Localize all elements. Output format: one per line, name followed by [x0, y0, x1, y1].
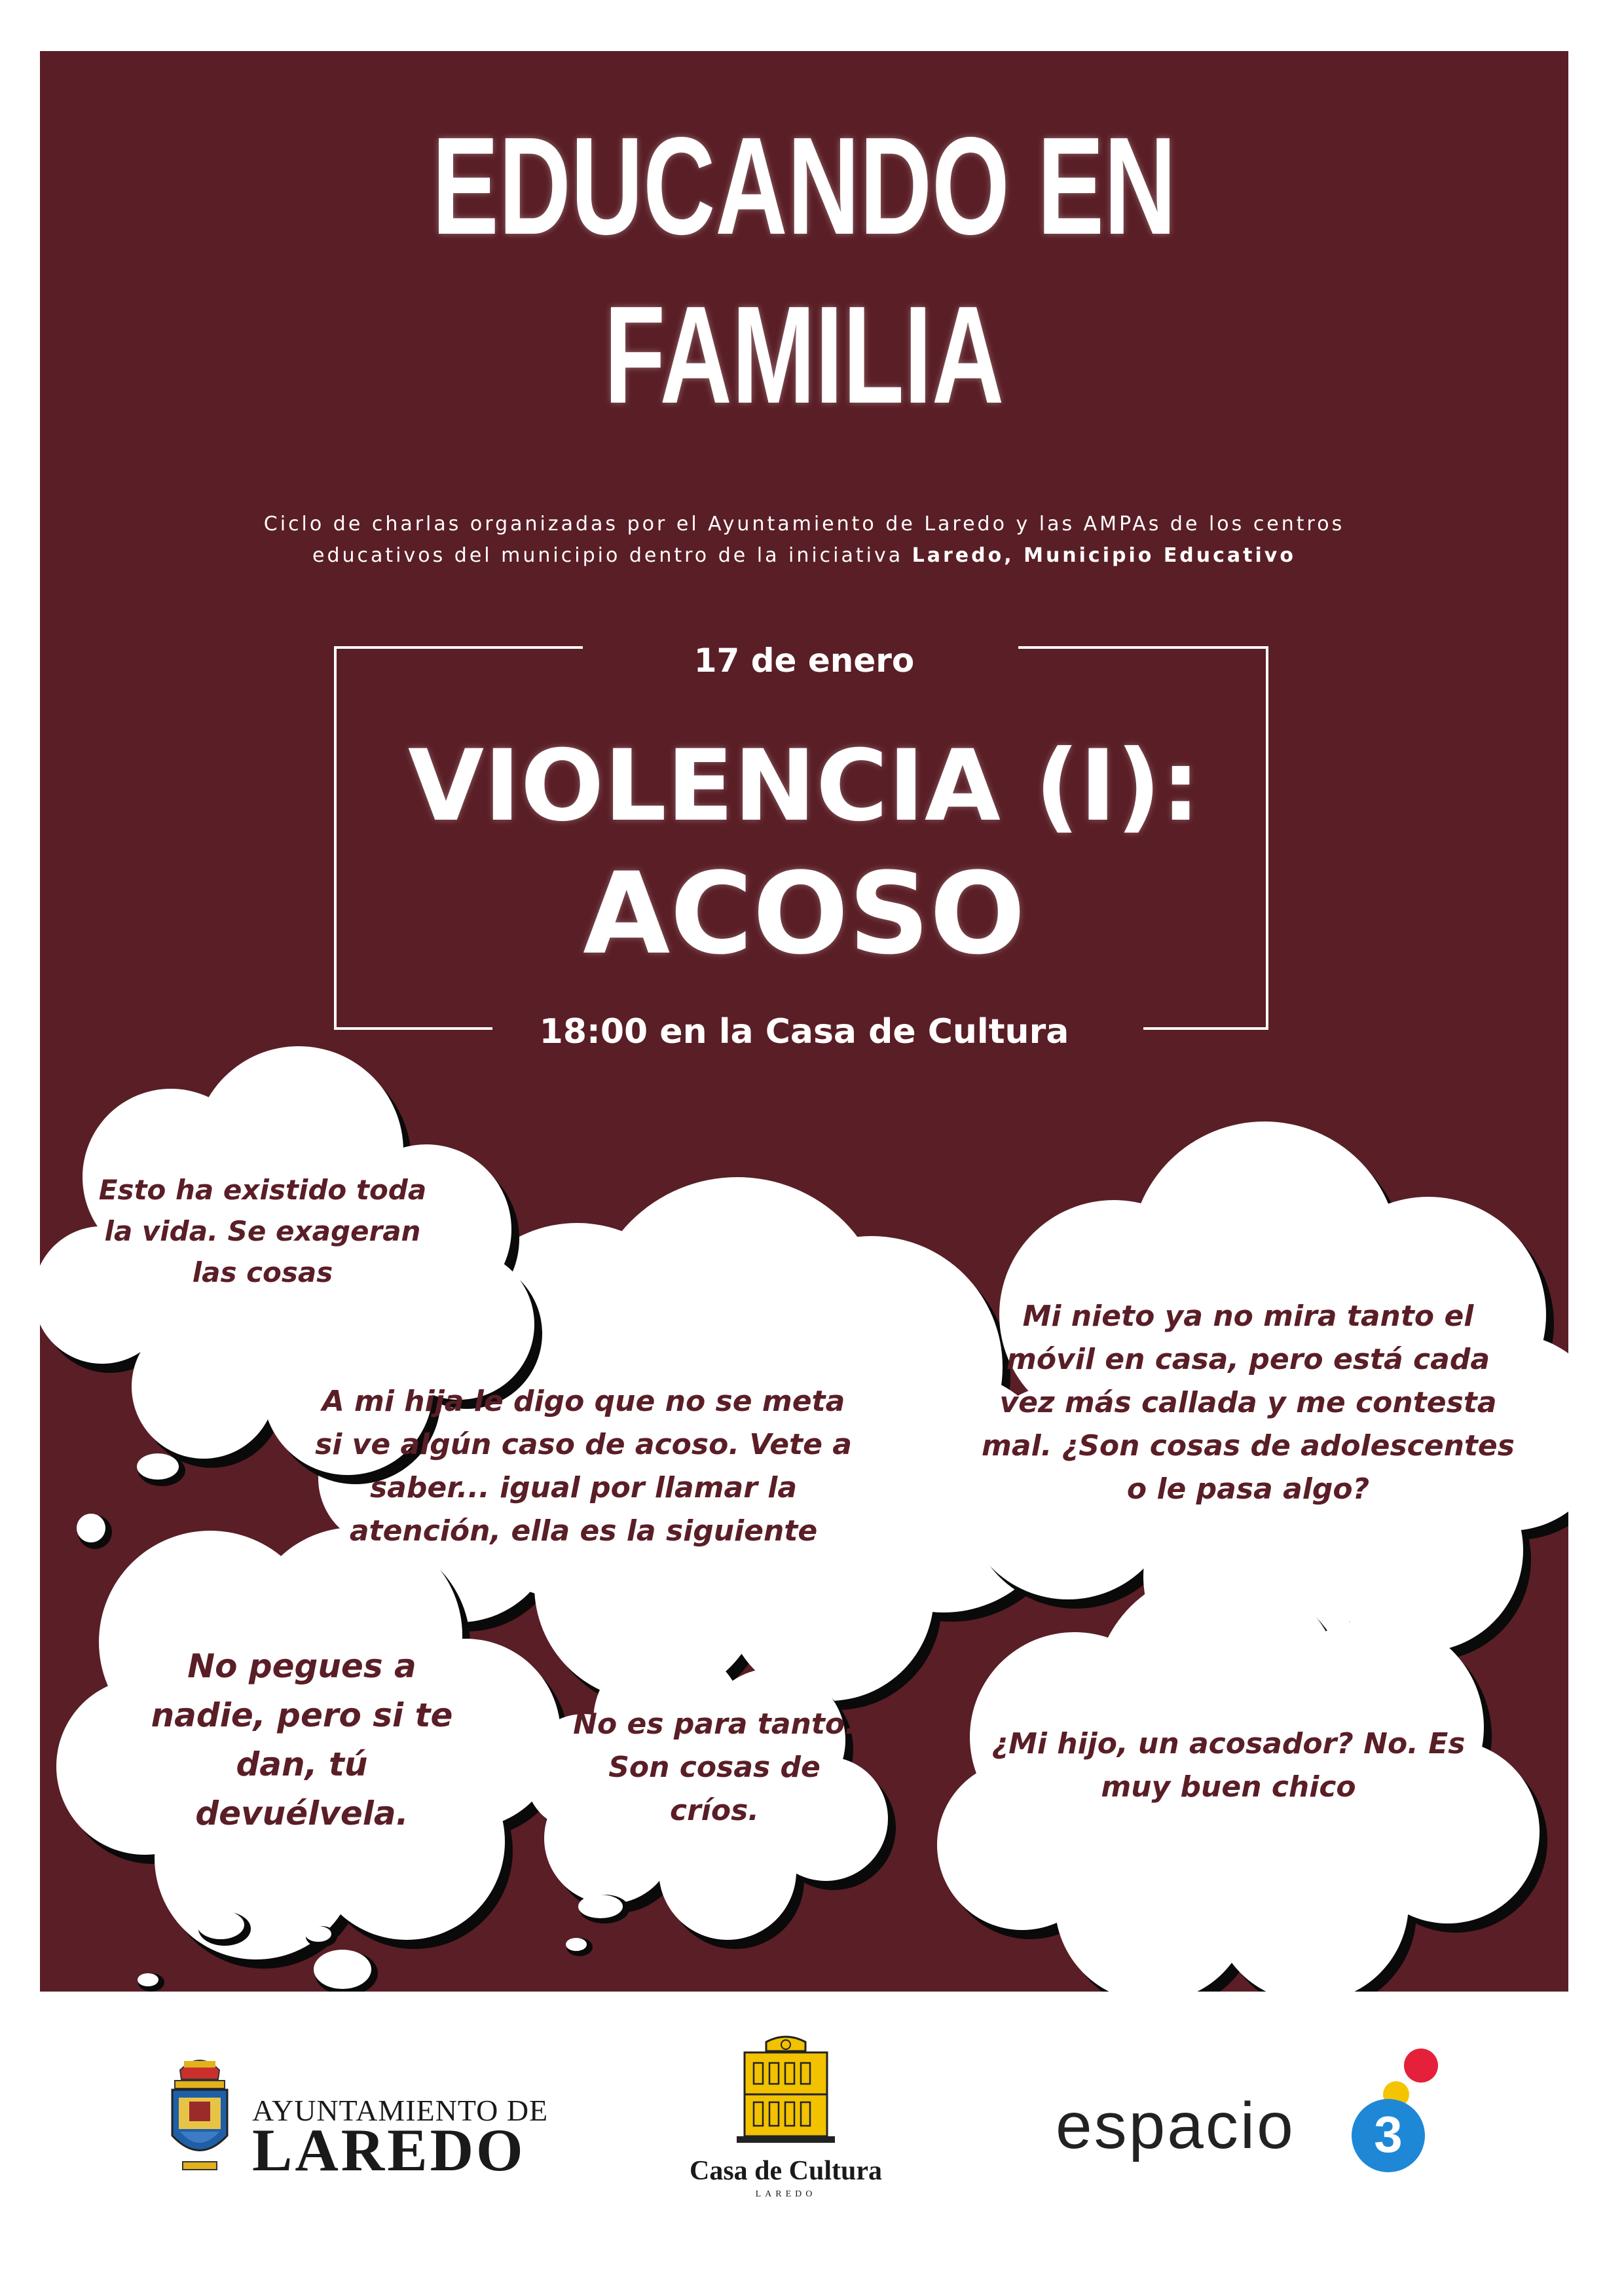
footer-logos — [0, 1992, 1624, 2296]
talk-title-line-1: VIOLENCIA (I): — [407, 729, 1201, 843]
casa-de-cultura-sublabel: LAREDO — [755, 2189, 817, 2199]
poster-panel — [40, 51, 1568, 1992]
event-time-place: 18:00 en la Casa de Cultura — [539, 1012, 1069, 1051]
ayuntamiento-line-2: LAREDO — [252, 2117, 526, 2183]
quote-daughter: A mi hija le digo que no se meta si ve algún caso de acoso. Vete a saber... igual por llamar la atención, ella es la siguiente — [315, 1385, 852, 1548]
laredo-coat-of-arms-icon — [167, 2050, 232, 2175]
event-date: 17 de enero — [693, 642, 915, 680]
casa-de-cultura-building-icon — [730, 2034, 841, 2149]
subtitle-line-2-bold: Laredo, Municipio Educativo — [912, 544, 1296, 567]
title-line-1: EDUCANDO EN — [432, 108, 1177, 263]
quote-not-a-big-deal: No es para tanto. Son cosas de críos. — [573, 1707, 856, 1827]
title-line-2: FAMILIA — [604, 277, 1005, 432]
espacio-label: espacio — [1056, 2089, 1295, 2162]
espacio-3-logo-icon — [1342, 2047, 1447, 2178]
subtitle-line-2-text: educativos del municipio dentro de la iniciativa — [312, 544, 912, 567]
quote-grandchild: Mi nieto ya no mira tanto el móvil en casa, pero está cada vez más callada y me contesta mal. ¿Son cosas de adolescentes o le pasa algo? — [982, 1300, 1515, 1506]
ayuntamiento-line-1: AYUNTAMIENTO DE — [252, 2094, 549, 2127]
casa-de-cultura-label: Casa de Cultura — [689, 2156, 883, 2186]
quote-no-hitting: No pegues a nadie, pero si te dan, tú devuélvela. — [151, 1647, 453, 1832]
talk-title-line-2: ACOSO — [583, 848, 1025, 979]
quote-exaggerate: Esto ha existido toda la vida. Se exageran las cosas — [98, 1174, 427, 1288]
subtitle-line-1: Ciclo de charlas organizadas por el Ayuntamiento de Laredo y las AMPAs de los centros — [263, 513, 1345, 536]
espacio-number: 3 — [1374, 2105, 1403, 2163]
quote-my-son: ¿Mi hijo, un acosador? No. Es muy buen chico — [991, 1727, 1466, 1804]
